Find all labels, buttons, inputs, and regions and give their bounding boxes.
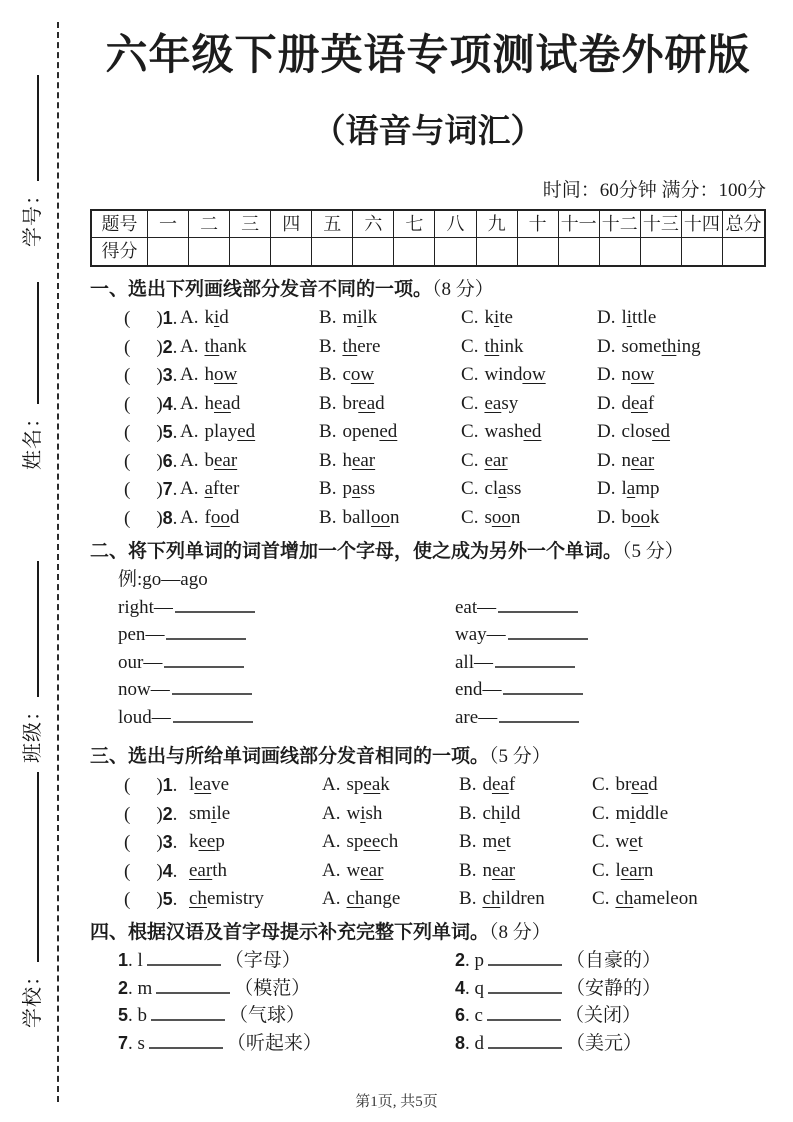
score-cell-empty [723, 238, 764, 265]
word-transform-item: are— [455, 707, 766, 728]
word-completion-item: 1. l （字母） [118, 950, 301, 971]
sidebar-label-name [16, 282, 45, 470]
score-table-column-header: 十四 [682, 211, 723, 238]
option-b: B. cow [319, 364, 375, 385]
score-cell-empty [682, 238, 723, 265]
sidebar-divider [57, 22, 59, 1102]
score-cell-empty [394, 238, 435, 265]
score-table [90, 209, 766, 267]
dash: — [145, 624, 165, 645]
chinese-hint: （美元） [566, 1032, 643, 1054]
answer-blank [508, 635, 588, 640]
chinese-hint: （气球） [229, 1005, 306, 1026]
word-completion-item: 6. c （关闭） [455, 1005, 641, 1026]
option-c: C. easy [461, 392, 519, 414]
name-label: 姓名： [22, 407, 44, 470]
sidebar-label-student-id [16, 75, 45, 247]
dash: — [151, 706, 171, 728]
answer-blank [175, 608, 255, 613]
question-stem-word: smile [189, 802, 231, 824]
question-row [90, 804, 766, 825]
question-row [90, 422, 766, 443]
answer-paren: ( )3. [124, 832, 178, 853]
option-b: B. deaf [459, 774, 516, 795]
score-cell-empty [148, 238, 189, 265]
word-transform-item: eat— [455, 597, 766, 618]
option-c: C. bread [592, 774, 658, 795]
option-c: C. middle [592, 802, 669, 824]
score-table-column-header: 总分 [723, 211, 764, 238]
section-4-heading [90, 921, 766, 945]
answer-blank [487, 1016, 561, 1021]
answer-blank [495, 663, 575, 668]
option-b: B. child [459, 802, 521, 824]
chinese-hint: （模范） [234, 977, 311, 999]
option-b: B. met [459, 831, 511, 852]
option-c: C. ear [461, 449, 508, 471]
word-transform-item: pen— [118, 624, 455, 645]
option-a: A. bear [180, 449, 238, 471]
answer-paren: ( )2. [124, 336, 178, 358]
answer-blank [503, 690, 583, 695]
name-fill-line [35, 282, 39, 404]
option-a: A. kid [180, 307, 229, 328]
section-1-heading-text: 一、选出下列画线部分发音不同的一项。 [90, 279, 433, 300]
word-completion-item: 8. d （美元） [455, 1032, 643, 1054]
section-3-score: （5 分） [489, 746, 551, 767]
option-b: B. hear [319, 449, 376, 471]
option-b: B. opened [319, 421, 398, 442]
score-row-label: 得分 [92, 238, 148, 265]
option-d: D. near [597, 449, 655, 471]
option-a: A. speech [322, 831, 399, 852]
answer-blank [166, 635, 246, 640]
word-transform-item: all— [455, 652, 766, 673]
answer-blank [488, 1044, 562, 1049]
answer-blank [149, 1044, 223, 1049]
section-1-heading [90, 278, 766, 302]
section-4-left-column [118, 950, 455, 1060]
answer-paren: ( )6. [124, 450, 178, 472]
word-transform-item: way— [455, 624, 766, 645]
dash: — [153, 596, 173, 618]
answer-blank [172, 690, 252, 695]
question-row [90, 832, 766, 853]
question-stem-word: leave [189, 774, 230, 795]
answer-blank [488, 961, 562, 966]
page-subtitle: （语音与词汇） [312, 114, 544, 150]
score-table-header-row [92, 211, 764, 238]
footer-page-number: 第1页, 共5页 [355, 1094, 438, 1110]
answer-paren: ( )5. [124, 889, 178, 910]
school-label: 学校： [22, 965, 44, 1028]
question-row [90, 394, 766, 415]
answer-paren: ( )1. [124, 775, 178, 796]
answer-blank [488, 989, 562, 994]
option-b: B. bread [319, 392, 385, 414]
score-cell-empty [189, 238, 230, 265]
answer-blank [151, 1016, 225, 1021]
option-a: A. thank [180, 335, 247, 357]
score-cell-empty [353, 238, 394, 265]
question-row [90, 889, 766, 910]
section-3-questions [90, 775, 766, 910]
word-transform-item: right— [118, 597, 455, 618]
question-row [90, 775, 766, 796]
section-4-heading-text: 四、根据汉语及首字母提示补充完整下列单词。 [90, 922, 490, 943]
question-row [90, 451, 766, 472]
score-table-corner: 题号 [92, 211, 148, 238]
chinese-hint: （听起来） [226, 1032, 322, 1054]
word-transform-item: now— [118, 679, 455, 700]
section-2-left-column [118, 597, 455, 735]
dash: — [150, 679, 170, 700]
option-d: D. book [597, 506, 660, 528]
score-cell-empty [312, 238, 353, 265]
question-row [90, 308, 766, 329]
option-a: A. how [180, 364, 238, 385]
section-2-example: 例:go—ago [118, 568, 208, 590]
section-4-right-column [455, 950, 766, 1060]
dash: — [474, 651, 493, 673]
score-cell-empty [518, 238, 559, 265]
school-fill-line [35, 772, 39, 962]
option-b: B. near [459, 859, 516, 881]
score-cell-empty [600, 238, 641, 265]
answer-paren: ( )1. [124, 308, 178, 329]
chinese-hint: （关闭） [564, 1005, 641, 1026]
answer-paren: ( )2. [124, 803, 178, 825]
question-stem-word: keep [189, 831, 225, 852]
option-c: C. learn [592, 859, 654, 881]
option-b: B. pass [319, 478, 376, 499]
option-d: D. deaf [597, 392, 655, 414]
section-1-score: （8 分） [432, 279, 494, 300]
score-cell-empty [230, 238, 271, 265]
word-completion-item: 4. q （安静的） [455, 977, 662, 999]
option-d: D. little [597, 307, 657, 328]
option-b: B. children [459, 888, 545, 909]
option-c: C. class [461, 478, 522, 499]
option-d: D. closed [597, 421, 671, 442]
option-a: A. played [180, 421, 256, 442]
score-table-column-header: 八 [435, 211, 476, 238]
score-cell-empty [641, 238, 682, 265]
option-a: A. head [180, 392, 241, 414]
score-table-column-header: 十一 [559, 211, 600, 238]
option-a: A. food [180, 506, 240, 528]
option-a: A. wear [322, 859, 384, 881]
score-table-column-header: 五 [312, 211, 353, 238]
score-table-column-header: 十二 [600, 211, 641, 238]
option-c: C. wet [592, 831, 643, 852]
student-id-fill-line [35, 75, 39, 181]
score-table-column-header: 三 [230, 211, 271, 238]
question-row [90, 861, 766, 882]
option-b: B. balloon [319, 506, 400, 528]
word-transform-item: our— [118, 652, 455, 673]
score-cell-empty [559, 238, 600, 265]
section-4-items [90, 950, 766, 1060]
answer-blank [147, 961, 221, 966]
option-c: C. think [461, 335, 524, 357]
section-3-heading-text: 三、选出与所给单词画线部分发音相同的一项。 [90, 746, 490, 767]
word-completion-item: 7. s （听起来） [118, 1032, 322, 1054]
score-table-column-header: 四 [271, 211, 312, 238]
exam-page [90, 0, 766, 1060]
answer-paren: ( )4. [124, 393, 178, 415]
student-id-label: 学号： [22, 184, 44, 247]
dash: — [143, 651, 163, 673]
option-a: A. after [180, 478, 240, 499]
sidebar-label-school [16, 772, 45, 1028]
score-table-column-header: 九 [477, 211, 518, 238]
option-a: A. wish [322, 802, 383, 824]
score-cell-empty [477, 238, 518, 265]
option-c: C. chameleon [592, 888, 698, 909]
word-completion-item: 5. b （气球） [118, 1005, 306, 1026]
dash: — [482, 679, 502, 700]
score-table-column-header: 十三 [641, 211, 682, 238]
page-title: 六年级下册英语专项测试卷外研版 [105, 33, 751, 79]
option-c: C. window [461, 364, 546, 385]
option-d: D. something [597, 335, 701, 357]
word-completion-item: 2. m （模范） [118, 977, 311, 999]
question-row [90, 508, 766, 529]
section-1-questions [90, 308, 766, 529]
section-2-right-column [455, 597, 766, 735]
option-b: B. milk [319, 307, 378, 328]
chinese-hint: （字母） [224, 950, 301, 971]
question-row [90, 479, 766, 500]
class-label: 班级： [22, 700, 44, 763]
score-table-score-row [92, 238, 764, 265]
option-c: C. kite [461, 307, 513, 328]
answer-blank [498, 608, 578, 613]
dash: — [478, 706, 498, 728]
chinese-hint: （安静的） [566, 977, 662, 999]
exam-time-score-info: 时间：60分钟 满分：100分 [542, 180, 766, 201]
answer-paren: ( )8. [124, 507, 178, 529]
question-row [90, 337, 766, 358]
answer-blank [173, 718, 253, 723]
option-d: D. now [597, 364, 655, 385]
section-3-heading [90, 745, 766, 769]
answer-blank [156, 989, 230, 994]
question-stem-word: chemistry [189, 888, 264, 909]
score-table-column-header: 六 [353, 211, 394, 238]
word-transform-item: end— [455, 679, 766, 700]
question-stem-word: earth [189, 859, 227, 881]
word-completion-item: 2. p （自豪的） [455, 950, 662, 971]
word-transform-item: loud— [118, 707, 455, 728]
score-table-column-header: 一 [148, 211, 189, 238]
option-a: A. change [322, 888, 401, 909]
option-a: A. speak [322, 774, 390, 795]
score-table-column-header: 二 [189, 211, 230, 238]
sidebar-label-class [16, 561, 45, 763]
option-b: B. there [319, 335, 381, 357]
score-table-column-header: 十 [518, 211, 559, 238]
answer-paren: ( )4. [124, 860, 178, 882]
class-fill-line [35, 561, 39, 697]
option-d: D. lamp [597, 478, 660, 499]
answer-paren: ( )5. [124, 422, 178, 443]
question-row [90, 365, 766, 386]
dash: — [477, 596, 497, 618]
section-4-score: （8 分） [489, 922, 551, 943]
score-table-column-header: 七 [394, 211, 435, 238]
answer-blank [499, 718, 579, 723]
answer-blank [164, 663, 244, 668]
dash: — [486, 624, 506, 645]
answer-paren: ( )3. [124, 365, 178, 386]
section-2-heading-text: 二、将下列单词的词首增加一个字母，使之成为另外一个单词。 [90, 540, 623, 562]
score-cell-empty [271, 238, 312, 265]
answer-paren: ( )7. [124, 479, 178, 500]
section-2-items [90, 597, 766, 735]
section-2-heading [90, 540, 766, 564]
score-cell-empty [435, 238, 476, 265]
chinese-hint: （自豪的） [566, 950, 662, 971]
option-c: C. soon [461, 506, 521, 528]
section-2-score: （5 分） [622, 540, 684, 562]
option-c: C. washed [461, 421, 542, 442]
